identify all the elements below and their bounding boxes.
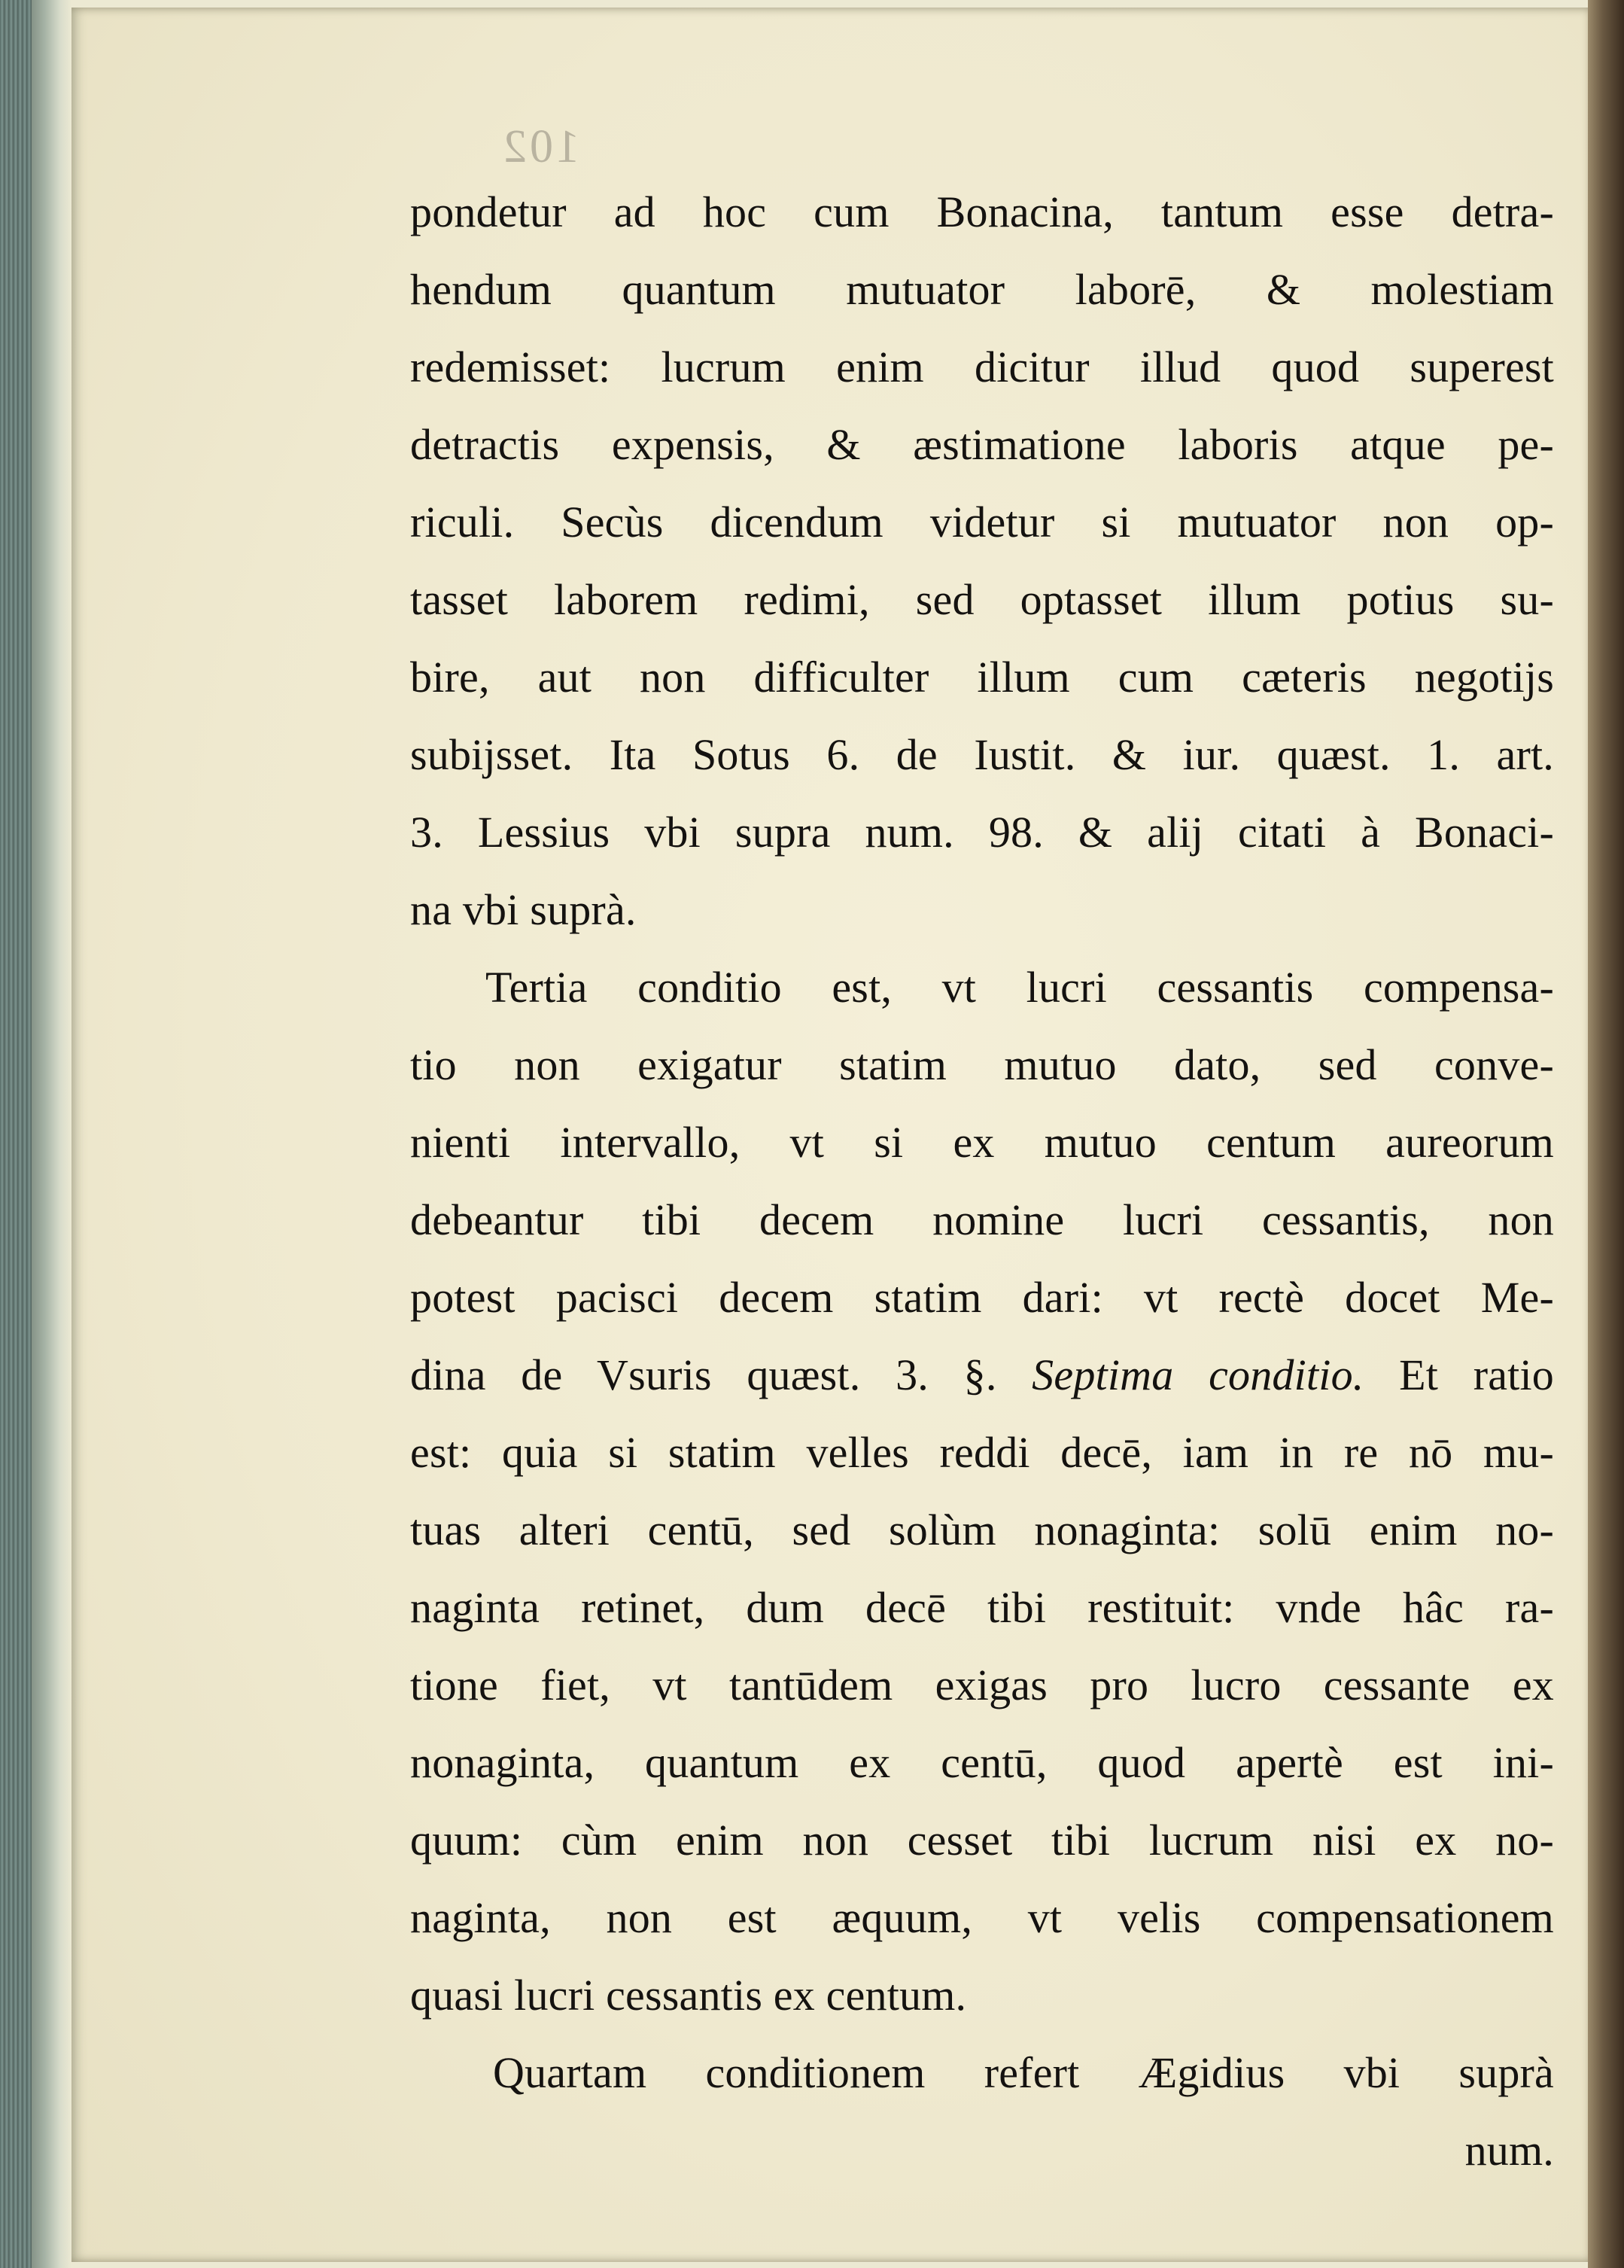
text-block xyxy=(410,173,1554,2189)
text-line-2: hendum quantum mutuator laborē, & molestiam xyxy=(410,265,1554,314)
text-line-15: potest pacisci decem statim dari: vt rectè docet Me- xyxy=(410,1273,1554,1322)
text-line-11: Tertia conditio est, vt lucri cessantis compensa- xyxy=(485,963,1554,1012)
text-line-7: bire, aut non difficulter illum cum cæteris negotijs xyxy=(410,653,1554,702)
text-line-22: quum: cùm enim non cesset tibi lucrum nisi ex no- xyxy=(410,1816,1554,1865)
text-line-1: pondetur ad hoc cum Bonacina, tantum esse detra- xyxy=(410,187,1554,236)
book-binding-edge xyxy=(1588,0,1624,2268)
text-line-16-end: Et ratio xyxy=(1364,1350,1554,1399)
text-line-6: tasset laborem redimi, sed optasset illum potius su- xyxy=(410,575,1554,624)
text-line-8: subijsset. Ita Sotus 6. de Iustit. & iur. quæst. 1. art. xyxy=(410,730,1554,779)
text-line-18: tuas alteri centū, sed solùm nonaginta: solū enim no- xyxy=(410,1505,1554,1554)
text-line-10: na vbi suprà. xyxy=(410,885,637,934)
page-number-bleedthrough: 102 xyxy=(500,121,579,172)
text-line-20: tione fiet, vt tantūdem exigas pro lucro cessante ex xyxy=(410,1661,1554,1709)
text-line-23: naginta, non est æquum, vt velis compensationem xyxy=(410,1893,1554,1942)
text-line-4: detractis expensis, & æstimatione laboris atque pe- xyxy=(410,420,1554,469)
text-line-25: Quartam conditionem refert Ægidius vbi suprà xyxy=(493,2048,1554,2097)
text-line-13: nienti intervallo, vt si ex mutuo centum aureorum xyxy=(410,1118,1554,1167)
text-line-9: 3. Lessius vbi supra num. 98. & alij citati à Bonaci- xyxy=(410,808,1554,857)
text-line-5: riculi. Secùs dicendum videtur si mutuator non op- xyxy=(410,498,1554,546)
italic-citation: Septima conditio. xyxy=(1032,1350,1364,1399)
text-line-12: tio non exigatur statim mutuo dato, sed conve- xyxy=(410,1040,1554,1089)
catchword-line: num. xyxy=(1464,2126,1554,2175)
text-line-3: redemisset: lucrum enim dicitur illud quod superest xyxy=(410,342,1554,391)
text-line-16-start: dina de Vsuris quæst. 3. §. xyxy=(410,1350,1032,1399)
text-line-19: naginta retinet, dum decē tibi restituit: vnde hâc ra- xyxy=(410,1583,1554,1632)
text-line-16 xyxy=(410,1336,1554,1414)
page-stack-left-edge xyxy=(0,0,32,2268)
text-line-21: nonaginta, quantum ex centū, quod apertè est ini- xyxy=(410,1738,1554,1787)
text-line-24: quasi lucri cessantis ex centum. xyxy=(410,1971,967,2020)
text-line-17: est: quia si statim velles reddi decē, iam in re nō mu- xyxy=(410,1428,1554,1477)
text-line-14: debeantur tibi decem nomine lucri cessantis, non xyxy=(410,1195,1554,1244)
